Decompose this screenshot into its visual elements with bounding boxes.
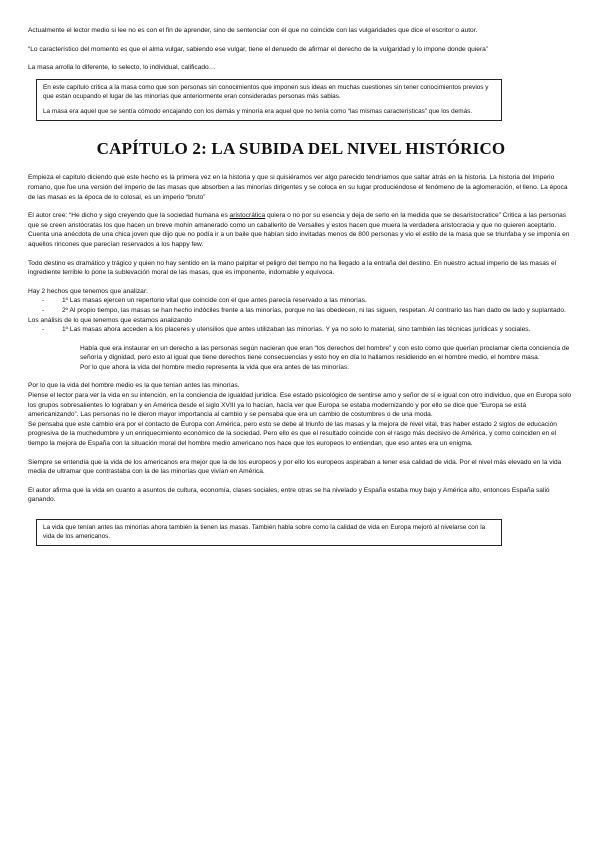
facts-list — [28, 296, 574, 315]
intro-statement: La masa arrolla lo diferente, lo selecto, lo individual, calificado… — [28, 64, 216, 72]
summary-box-top-paragraph-2: La masa era aquel que se sentía cómodo encajando con los demás y minoría era aquel que no tenía como “las mismas características” que los demás. — [43, 108, 473, 116]
chapter-title: LA SUBIDA DEL NIVEL HISTÓRICO — [211, 139, 506, 159]
summary-box-bottom-paragraph: La vida que tenían antes las minorías ahora también la tienen las masas. También habla sobre como la calidad de vida en Europa mejoró al nivelarse con la vida de los americanos. — [43, 524, 486, 541]
intro-quote: “Lo característico del momento es que el alma vulgar, sabiendo ese vulgar, tiene el denuedo de afirmar el derecho de la vulgaridad y lo impone donde quiera” — [28, 45, 489, 53]
summary-box-top-paragraph-1: En este capítulo critica a la masa como que son personas sin conocimientos que imponen sus ideas en muchas cuestiones sin tener conocimientos previos y que están ocupando el lugar de las minorías que anteriormente eran consideradas personas más sabias. — [43, 83, 489, 100]
summary-box-top — [36, 79, 502, 122]
indented-paragraph-2: Por lo que ahora la vida del hombre medio representa la vida que era antes de las minorías. — [80, 363, 350, 371]
body-paragraph-8: El autor afirma que la vida en cuanto a asuntos de cultura, economía, clases sociales, entre otras se ha nivelado y España estaba muy bajo y América alto, entonces España salió ganando. — [28, 486, 550, 504]
indented-paragraph-1: Había que era instaurar en un derecho a las personas según nacieran que eran “los derechos del hombre” y con esto como que querían proclamar cierta conciencia de señoría y dignidad, pero esto al igual que tiene derechos tiene consecuencias y esto hoy en día lo hallamos residiendo en el hombre medio, el hombre masa. — [80, 344, 570, 362]
document-page — [28, 26, 574, 546]
underlined-word: aristocrática — [229, 212, 266, 220]
body-paragraph-2-start: El autor cree: “He dicho y sigo creyendo que la sociedad humana es — [28, 212, 230, 220]
body-paragraph-5: Piense el lector para ver la vida en su intención, en la conciencia de igualdad jurídica. Ese estado psicológico de sentirse amo y señor de sí e igual con otro individuo, que en Europa solo los grupos sobresalientes lo lograban y en América desde el siglo XVIII ya lo hacían, hacía ver que Europa se estaba modernizando y por ello se dice que “Europa se está americanizando”. Las personas no le dieron mayor importancia al cambio y se pensaba que era un cambio de costumbres o de una moda. — [28, 392, 572, 419]
summary-box-bottom — [36, 519, 502, 546]
body-paragraph-4: Por lo que la vida del hombre medio es la que tenían antes las minorías. — [28, 382, 240, 390]
body-paragraph-6: Se pensaba que este cambio era por el contacto de Europa con América, pero esto se debe al triunfo de las masas y la mejora de nivel vital, tras haber estado 2 siglos de educación progresiva de la muchedumbre y un enriquecimiento económico de la sociedad. Pero ello es que el resultado coincide con el rasgo más decisivo de América, y como coinciden en el tiempo la mejora de España con la situación moral del hombre medio americano nos hace que los europeos lo entiendan, que eso antes era un enigma. — [28, 420, 557, 448]
list-item: - 1º Las masas ejercen un repertorio vital que coincide con el que antes parecía reservado a las minorías. — [62, 296, 574, 306]
intro-paragraph: Actualmente el lector medio si lee no es con el fin de aprender, sino de sentenciar con él que no coincide con las vulgaridades que dice el escritor o autor. — [28, 27, 478, 34]
body-paragraph-7: Siempre se entendía que la vida de los americanos era mejor que la de los europeos y por ello los europeos aspiraban a tener esa calidad de vida. Por el nivel más elevado en la vida media de ultramar que contrastaba con la de las minorías que vivían en América. — [28, 458, 562, 476]
list-item: - 1º Las masas ahora acceden a los placeres y utensilios que antes utilizaban las minorías. Y ya no solo lo material, sino también las técnicas jurídicas y sociales. — [62, 325, 574, 335]
analysis-list — [28, 325, 574, 335]
chapter-heading — [28, 139, 574, 159]
chapter-number: CAPÍTULO 2: — [96, 139, 207, 159]
list-item: - 2º Al propio tiempo, las masas se han hecho indóciles frente a las minorías, porque no las obedecen, ni las siguen, respetan. Al contrario las han dado de lado y suplantado. — [62, 306, 574, 316]
body-paragraph-1: Empieza el capítulo diciendo que este hecho es la primera vez en la historia y que si quisiéramos ver algo parecido tendríamos que saltar atrás en la historia. La historia del Imperio romano, que fue una versión del imperio de las masas que absorben a las minorías dirigentes y se coloca en su lugar produciéndose el fenómeno de la aglomeración, el lleno. La época de las masas es la época de lo colosal, es un imperio “bruto” — [28, 174, 568, 201]
analysis-intro: Los análisis de lo que tenemos que estamos analizando — [28, 316, 192, 324]
list-intro: Hay 2 hechos que tenemos que analizar: — [28, 287, 148, 295]
body-paragraph-2 — [28, 211, 574, 249]
body-paragraph-3: Todo destino es dramático y trágico y quien no hay sentido en la mano palpitar el peligro del tiempo no ha llegado a la entraña del destino. En nuestro actual imperio de las masas el ingrediente terrible lo pone la sublevación moral de las masas, que es imponente, indomable y equívoca. — [28, 259, 557, 277]
body-paragraph-2-end: quiera o no por su esencia y deja de serlo en la medida que se desaristocratice” Critica a las personas que se creen aristócratas los que hacen un breve mohín amanerado como un caballerito de Versalles y estos hacen que muera la verdadera aristocracia y que no quieren aceptarlo. Cuenta una anécdota de una chica joven que dijo que no podía ir a un baile que habían sido invitadas menos de 800 personas y vio el estilo de la masa que se triunfaba y se imponía en aquellos rincones que parecían reservados a los happy few. — [28, 212, 570, 248]
